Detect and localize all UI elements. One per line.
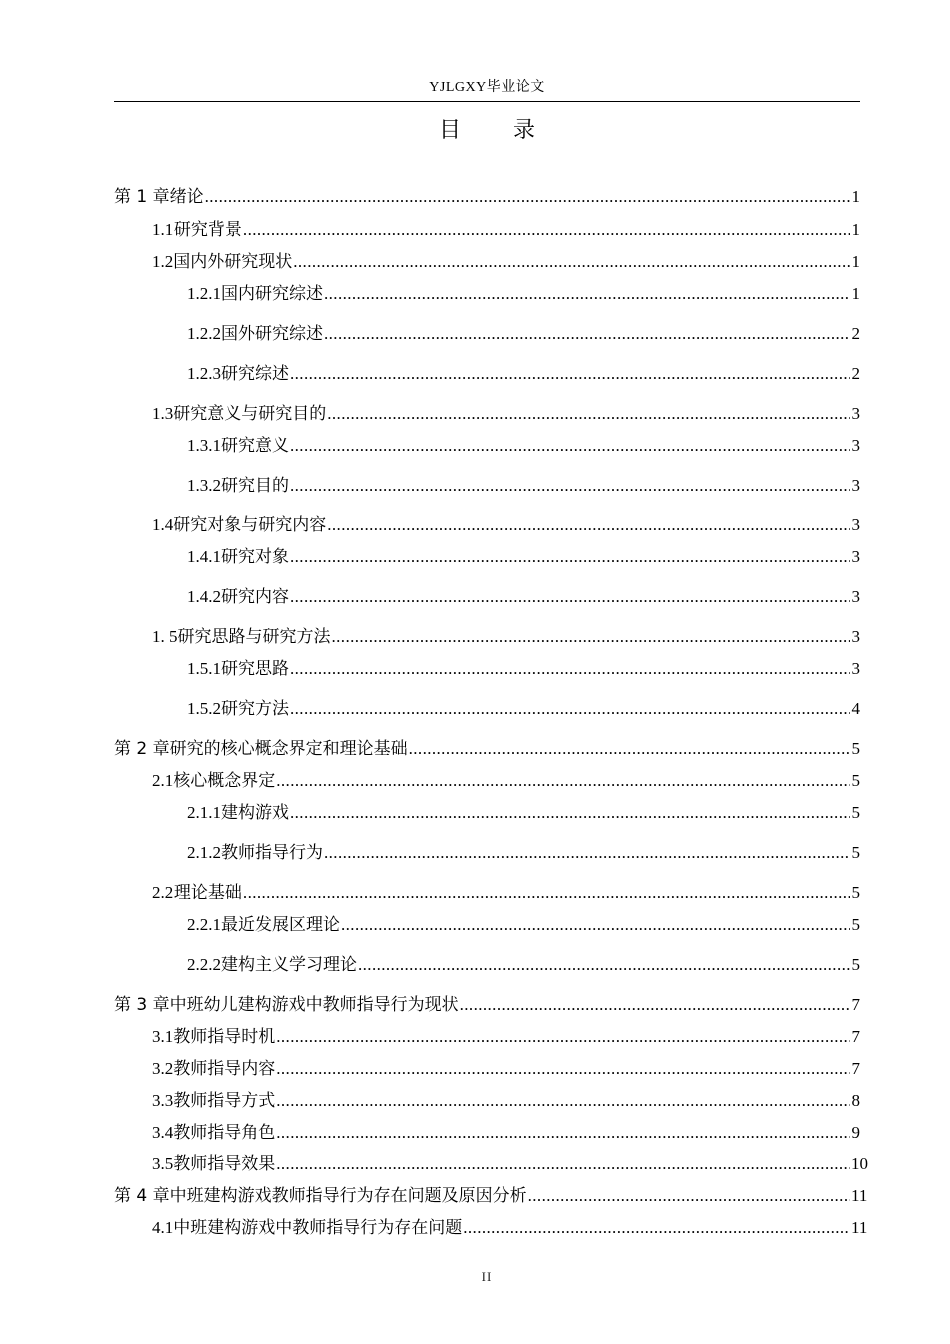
dot-leader <box>243 881 850 905</box>
toc-entry-page: 5 <box>851 771 860 790</box>
dot-leader <box>528 1184 850 1208</box>
toc-entry-label: 教师指导方式 <box>173 1091 276 1110</box>
toc-entry[interactable] <box>114 911 860 937</box>
toc-entry-number: 1.3.2 <box>187 476 221 495</box>
toc-entry-page: 7 <box>851 995 860 1014</box>
dot-leader <box>243 218 850 242</box>
toc-entry-page: 7 <box>851 1027 860 1046</box>
toc-entry-label: 国外研究综述 <box>221 324 323 343</box>
toc-entry[interactable] <box>114 695 860 721</box>
toc-entry[interactable] <box>114 248 860 274</box>
toc-entry[interactable] <box>114 1119 860 1145</box>
dot-leader <box>341 913 850 937</box>
toc-entry[interactable] <box>114 216 860 242</box>
toc-entry-page: 1 <box>851 252 860 271</box>
toc-entry-number: 第 1 章 <box>114 187 170 207</box>
toc-entry-label: 教师指导时机 <box>173 1027 276 1046</box>
dot-leader <box>205 185 850 209</box>
dot-leader <box>324 282 850 306</box>
toc-entry-page: 1 <box>851 284 860 303</box>
dot-leader <box>324 322 850 346</box>
toc-entry-page: 4 <box>851 699 860 718</box>
toc-entry[interactable] <box>114 472 860 498</box>
toc-entry[interactable] <box>114 1182 868 1208</box>
toc-entry-number: 1.3.1 <box>187 436 221 455</box>
toc-entry-number: 2.1.1 <box>187 803 221 822</box>
dot-leader <box>290 362 850 386</box>
toc-entry-page: 1 <box>851 187 860 206</box>
toc-entry[interactable] <box>114 1055 860 1081</box>
toc-entry-label: 研究意义与研究目的 <box>173 404 327 423</box>
toc-entry-number: 1.4.1 <box>187 547 221 566</box>
toc-entry-number: 3.2 <box>152 1059 174 1078</box>
toc-entry-label: 最近发展区理论 <box>221 915 340 934</box>
toc-entry-number: 2.2.2 <box>187 955 221 974</box>
toc-entry-number: 第 2 章 <box>114 739 170 759</box>
running-header: YJLGXY毕业论文 <box>429 80 545 95</box>
toc-entry[interactable] <box>114 1150 868 1176</box>
toc-entry-label: 研究对象与研究内容 <box>173 515 327 534</box>
dot-leader <box>276 1025 850 1049</box>
toc-title-char-1: 目 <box>438 118 461 143</box>
toc-entry-page: 1 <box>851 220 860 239</box>
toc-entry[interactable] <box>114 1023 860 1049</box>
toc-entry-page: 11 <box>851 1218 868 1237</box>
toc-entry-number: 3.1 <box>152 1027 174 1046</box>
toc-entry-label: 研究的核心概念界定和理论基础 <box>169 739 408 759</box>
toc-entry-number: 1.2.2 <box>187 324 221 343</box>
toc-entry-number: 1.1 <box>152 220 174 239</box>
dot-leader <box>290 801 850 825</box>
dot-leader <box>276 1121 850 1145</box>
toc-entry-page: 5 <box>851 739 860 758</box>
toc-entry[interactable] <box>114 623 860 649</box>
toc-entry[interactable] <box>114 799 860 825</box>
toc-entry-page: 3 <box>851 547 860 566</box>
toc-entry-page: 5 <box>851 955 860 974</box>
toc-entry-label: 研究内容 <box>221 587 289 606</box>
toc-entry-label: 研究方法 <box>221 699 289 718</box>
toc-entry-label: 研究思路 <box>221 659 289 678</box>
toc-entry-page: 2 <box>851 364 860 383</box>
toc-entry-label: 绪论 <box>169 187 204 207</box>
toc-entry[interactable] <box>114 360 860 386</box>
header-divider <box>114 101 860 102</box>
dot-leader <box>327 513 850 537</box>
toc-entry[interactable] <box>114 183 860 209</box>
dot-leader <box>290 697 850 721</box>
dot-leader <box>463 1216 850 1240</box>
dot-leader <box>276 1152 850 1176</box>
toc-entry-page: 9 <box>851 1123 860 1142</box>
toc-entry[interactable] <box>114 583 860 609</box>
toc-entry[interactable] <box>114 543 860 569</box>
toc-entry-page: 2 <box>851 324 860 343</box>
toc-entry-label: 研究目的 <box>221 476 289 495</box>
dot-leader <box>276 1057 850 1081</box>
toc-entry-number: 1.2.3 <box>187 364 221 383</box>
toc-entry-page: 3 <box>851 515 860 534</box>
toc-entry-label: 中班建构游戏中教师指导行为存在问题 <box>173 1218 463 1237</box>
toc-entry[interactable] <box>114 951 860 977</box>
toc-entry-number: 4.1 <box>152 1218 174 1237</box>
toc-entry-page: 5 <box>851 883 860 902</box>
toc-entry-page: 3 <box>851 476 860 495</box>
toc-entry[interactable] <box>114 655 860 681</box>
toc-entry-number: 第 3 章 <box>114 995 170 1015</box>
toc-entry-number: 2.2.1 <box>187 915 221 934</box>
toc-entry-page: 11 <box>851 1186 868 1205</box>
toc-title-char-2: 录 <box>513 118 536 143</box>
toc-entry[interactable] <box>114 879 860 905</box>
dot-leader <box>332 625 851 649</box>
toc-entry-label: 核心概念界定 <box>173 771 276 790</box>
toc-entry-number: 3.5 <box>152 1154 174 1173</box>
dot-leader <box>276 769 850 793</box>
toc-entry-number: 1.2.1 <box>187 284 221 303</box>
toc-entry-page: 7 <box>851 1059 860 1078</box>
toc-entry[interactable] <box>114 432 860 458</box>
toc-entry[interactable] <box>114 511 860 537</box>
toc-entry[interactable] <box>114 280 860 306</box>
toc-entry-label: 国内研究综述 <box>221 284 323 303</box>
toc-entry-label: 教师指导内容 <box>173 1059 276 1078</box>
toc-entry-page: 3 <box>851 436 860 455</box>
toc-entry[interactable] <box>114 400 860 426</box>
dot-leader <box>460 993 850 1017</box>
toc-entry-page: 3 <box>851 659 860 678</box>
toc-entry-number: 1.4.2 <box>187 587 221 606</box>
toc-entry-number: 2.2 <box>152 883 174 902</box>
dot-leader <box>290 434 850 458</box>
toc-entry-page: 3 <box>851 627 860 646</box>
toc-entry[interactable] <box>114 320 860 346</box>
toc-entry-label: 研究综述 <box>221 364 289 383</box>
toc-entry-label: 国内外研究现状 <box>173 252 293 271</box>
dot-leader <box>409 737 850 761</box>
dot-leader <box>358 953 850 977</box>
toc-entry-number: 第 4 章 <box>114 1186 170 1206</box>
toc-entry-label: 建构主义学习理论 <box>221 955 357 974</box>
toc-entry-number: 2.1.2 <box>187 843 221 862</box>
toc-entry-label: 研究思路与研究方法 <box>177 627 331 646</box>
dot-leader <box>276 1089 850 1113</box>
toc-entry-label: 教师指导行为 <box>221 843 323 862</box>
toc-entry-label: 中班建构游戏教师指导行为存在问题及原因分析 <box>169 1186 527 1206</box>
toc-entry-number: 1.4 <box>152 515 174 534</box>
page-number: II <box>481 1269 493 1284</box>
toc-entry[interactable] <box>114 1214 868 1240</box>
toc-title <box>114 116 860 146</box>
toc-entry-number: 1. 5 <box>152 627 178 646</box>
toc-entry-number: 2.1 <box>152 771 174 790</box>
dot-leader <box>290 545 850 569</box>
toc-entry[interactable] <box>114 767 860 793</box>
toc-entry-number: 1.5.2 <box>187 699 221 718</box>
toc-entry-page: 3 <box>851 587 860 606</box>
toc-entry-label: 建构游戏 <box>221 803 289 822</box>
toc-entry-page: 5 <box>851 915 860 934</box>
dot-leader <box>293 250 850 274</box>
toc-entry-label: 教师指导效果 <box>173 1154 276 1173</box>
toc-entry-number: 3.3 <box>152 1091 174 1110</box>
dot-leader <box>290 585 850 609</box>
dot-leader <box>324 841 850 865</box>
toc-entry[interactable] <box>114 735 860 761</box>
dot-leader <box>290 657 850 681</box>
toc-entry-page: 5 <box>851 843 860 862</box>
toc-entry[interactable] <box>114 991 860 1017</box>
toc-entry-page: 3 <box>851 404 860 423</box>
toc-entry-number: 1.3 <box>152 404 174 423</box>
toc-entry-label: 中班幼儿建构游戏中教师指导行为现状 <box>169 995 459 1015</box>
toc-entry-number: 3.4 <box>152 1123 174 1142</box>
toc-entry-number: 1.5.1 <box>187 659 221 678</box>
dot-leader <box>290 474 850 498</box>
toc-entry[interactable] <box>114 1087 860 1113</box>
dot-leader <box>327 402 850 426</box>
toc-entry-label: 研究对象 <box>221 547 289 566</box>
toc-entry-number: 1.2 <box>152 252 174 271</box>
toc-entry-page: 5 <box>851 803 860 822</box>
toc-entry-page: 8 <box>851 1091 860 1110</box>
toc-entry-page: 10 <box>851 1154 868 1173</box>
toc-entry-label: 研究背景 <box>173 220 242 239</box>
toc-entry-label: 教师指导角色 <box>173 1123 276 1142</box>
toc-entry-label: 研究意义 <box>221 436 289 455</box>
toc-entry-label: 理论基础 <box>173 883 242 902</box>
toc-entry[interactable] <box>114 839 860 865</box>
